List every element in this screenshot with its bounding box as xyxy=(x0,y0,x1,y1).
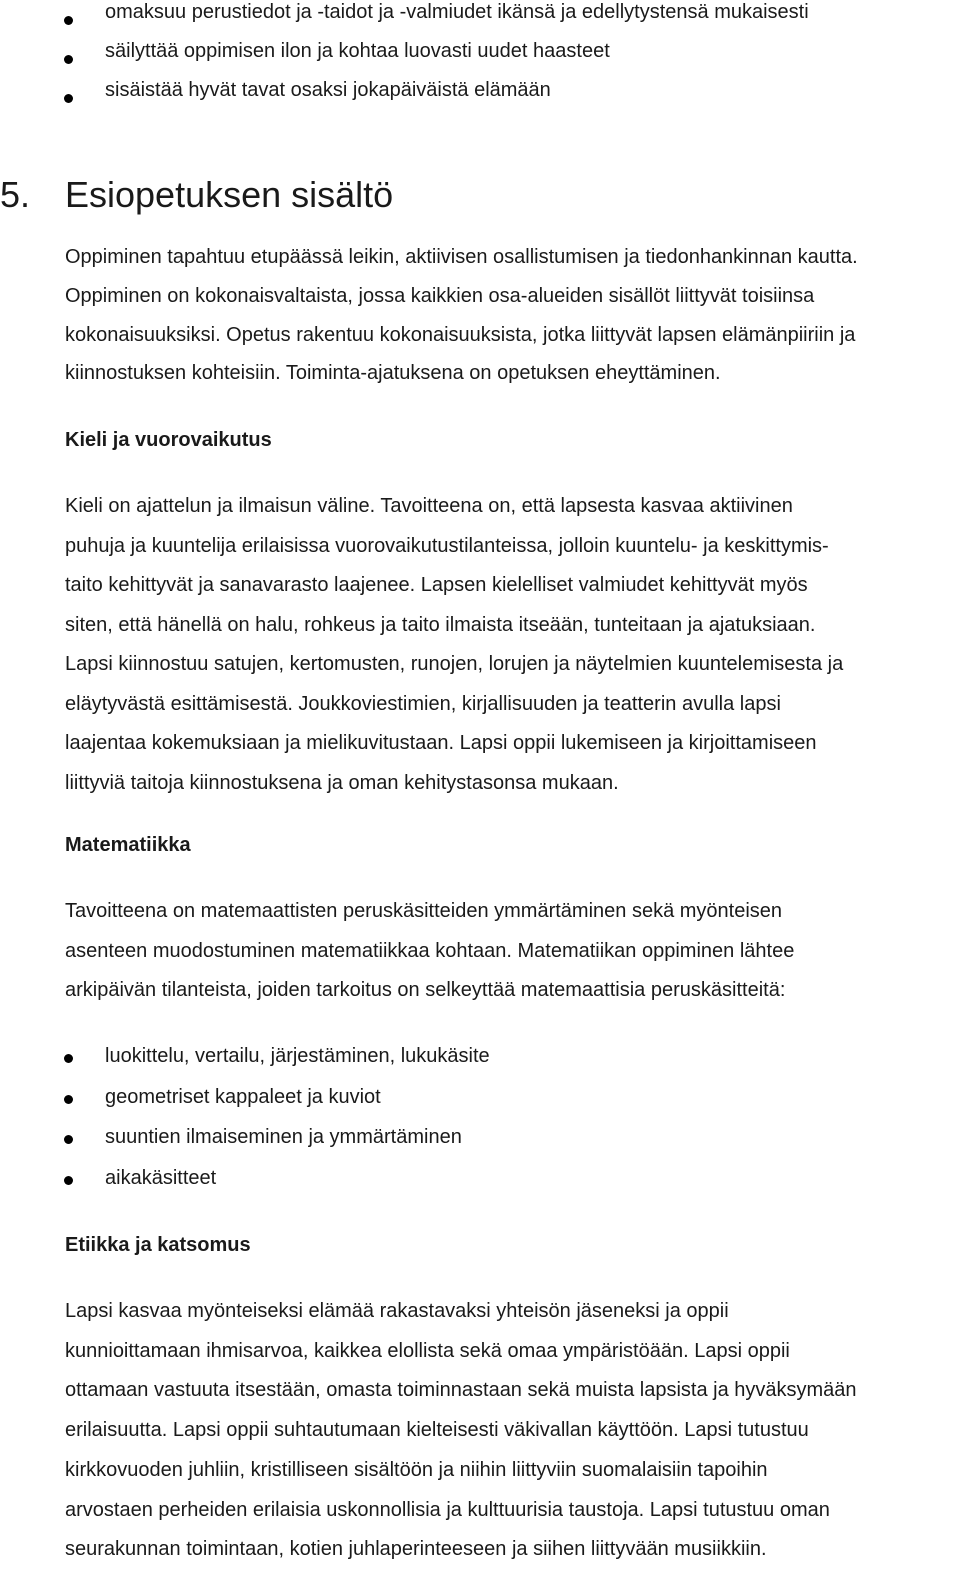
text-line: Oppiminen tapahtuu etupäässä leikin, aktiivisen osallistumisen ja tiedonhankinnan kautta. xyxy=(65,246,858,268)
list-item xyxy=(0,0,960,39)
list-item-text: suuntien ilmaiseminen ja ymmärtäminen xyxy=(105,1126,462,1148)
bullet-icon xyxy=(64,1054,73,1063)
bullet-icon xyxy=(64,1095,73,1104)
list-item-text: sisäistää hyvät tavat osaksi jokapäiväistä elämään xyxy=(105,79,551,101)
etiikka-heading: Etiikka ja katsomus xyxy=(65,1234,251,1256)
text-line: Lapsi kiinnostuu satujen, kertomusten, runojen, lorujen ja näytelmien kuuntelemisesta ja xyxy=(65,653,844,675)
text-line: taito kehittyvät ja sanavarasto laajenee. Lapsen kielelliset valmiudet kehittyvät myös xyxy=(65,574,808,596)
list-item xyxy=(0,1119,960,1160)
text-line: kunnioittamaan ihmisarvoa, kaikkea elollista sekä omaa ympäristöään. Lapsi oppii xyxy=(65,1339,790,1362)
text-line: kiinnostuksen kohteisiin. Toiminta-ajatuksena on opetuksen eheyttäminen. xyxy=(65,362,721,385)
bullet-icon xyxy=(64,55,73,64)
list-item-text: luokittelu, vertailu, järjestäminen, lukukäsite xyxy=(105,1045,490,1067)
text-line: kokonaisuuksiksi. Opetus rakentuu kokonaisuuksista, jotka liittyvät lapsen elämänpiiriin ja xyxy=(65,323,856,346)
section-number: 5. xyxy=(0,174,31,215)
text-line: Lapsi kasvaa myönteiseksi elämää rakastavaksi yhteisön jäseneksi ja oppii xyxy=(65,1300,729,1322)
list-item xyxy=(0,1079,960,1120)
list-item xyxy=(0,39,960,78)
list-item xyxy=(0,1038,960,1079)
intro-paragraph xyxy=(65,238,960,393)
bullet-icon xyxy=(64,1135,73,1144)
text-line: arkipäivän tilanteista, joiden tarkoitus on selkeyttää matemaattisia peruskäsitteitä: xyxy=(65,979,786,1001)
text-line: siten, että hänellä on halu, rohkeus ja taito ilmaista itseään, tunteitaan ja ajatuksiaan. xyxy=(65,613,816,636)
matematiikka-heading: Matematiikka xyxy=(65,834,191,856)
list-item xyxy=(0,1160,960,1201)
list-item-text: geometriset kappaleet ja kuviot xyxy=(105,1085,381,1108)
text-line: Oppiminen on kokonaisvaltaista, jossa kaikkien osa-alueiden sisällöt liittyvät toisiinsa xyxy=(65,284,815,307)
text-line: erilaisuutta. Lapsi oppii suhtautumaan kielteisesti väkivallan käyttöön. Lapsi tutustuu xyxy=(65,1419,809,1442)
matematiikka-paragraph xyxy=(65,892,960,1011)
list-item xyxy=(0,78,960,117)
matematiikka-bullet-list xyxy=(0,1038,960,1200)
text-line: laajentaa kokemuksiaan ja mielikuvitustaan. Lapsi oppii lukemiseen ja kirjoittamiseen xyxy=(65,732,817,754)
list-item-text: omaksuu perustiedot ja -taidot ja -valmiudet ikänsä ja edellytystensä mukaisesti xyxy=(105,1,809,23)
bullet-icon xyxy=(64,16,73,25)
list-item-text: säilyttää oppimisen ilon ja kohtaa luovasti uudet haasteet xyxy=(105,40,610,62)
text-line: Tavoitteena on matemaattisten peruskäsitteiden ymmärtäminen sekä myönteisen xyxy=(65,900,783,922)
etiikka-paragraph xyxy=(65,1292,960,1570)
text-line: puhuja ja kuuntelija erilaisissa vuorovaikutustilanteissa, jolloin kuuntelu- ja keskittymis- xyxy=(65,534,829,557)
text-line: seurakunnan toimintaan, kotien juhlaperinteeseen ja siihen liittyvään musiikkiin. xyxy=(65,1538,767,1561)
text-line: asenteen muodostuminen matematiikkaa kohtaan. Matematiikan oppiminen lähtee xyxy=(65,939,795,962)
top-bullet-list xyxy=(0,0,960,117)
text-line: kirkkovuoden juhliin, kristilliseen sisältöön ja niihin liittyviin suomalaisiin tapoihin xyxy=(65,1458,768,1481)
kieli-heading: Kieli ja vuorovaikutus xyxy=(65,429,272,451)
bullet-icon xyxy=(64,94,73,103)
text-line: arvostaen perheiden erilaisia uskonnollisia ja kulttuurisia taustoja. Lapsi tutustuu oman xyxy=(65,1498,830,1521)
text-line: liittyviä taitoja kiinnostuksena ja oman kehitystasonsa mukaan. xyxy=(65,771,619,794)
list-item-text: aikakäsitteet xyxy=(105,1166,217,1189)
kieli-paragraph xyxy=(65,487,960,803)
text-line: ottamaan vastuuta itsestään, omasta toiminnastaan sekä muista lapsista ja hyväksymään xyxy=(65,1379,857,1402)
text-line: Kieli on ajattelun ja ilmaisun väline. Tavoitteena on, että lapsesta kasvaa aktiivinen xyxy=(65,495,793,517)
section-title: Esiopetuksen sisältö xyxy=(65,174,394,215)
bullet-icon xyxy=(64,1176,73,1185)
text-line: eläytyvästä esittämisestä. Joukkoviestimien, kirjallisuuden ja teatterin avulla lapsi xyxy=(65,692,781,715)
